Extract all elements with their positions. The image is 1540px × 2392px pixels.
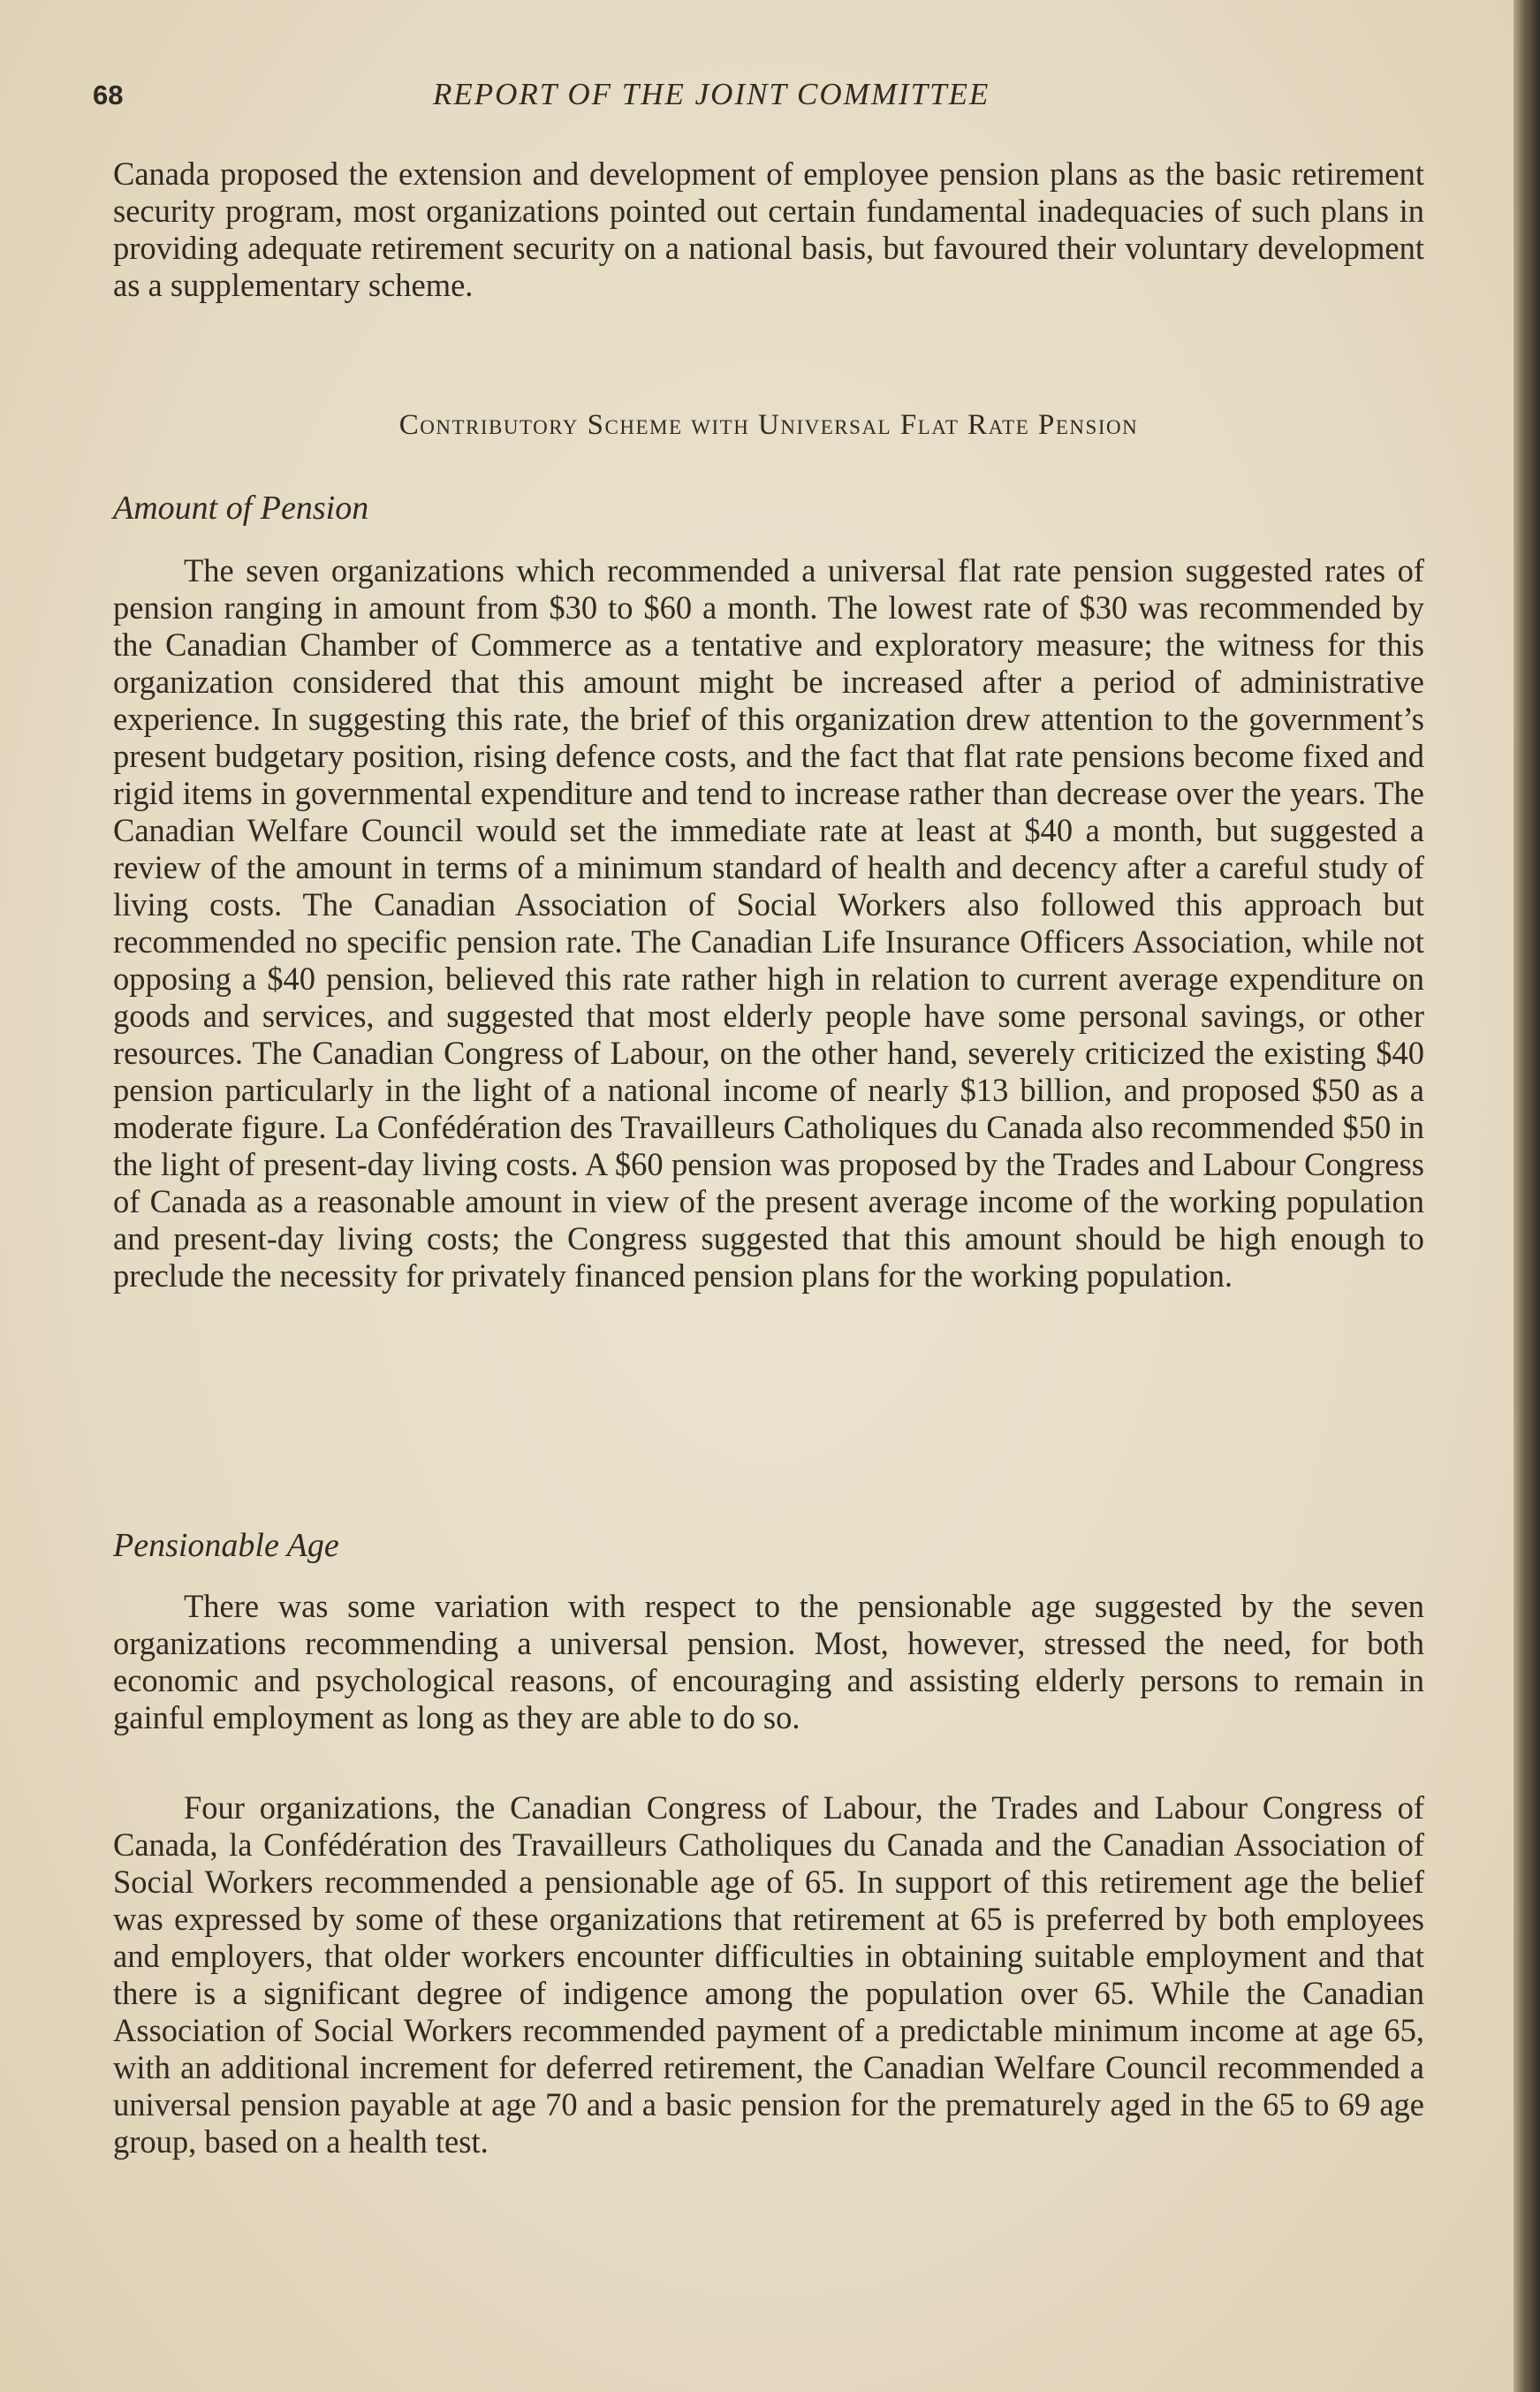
page-number: 68 <box>93 80 124 110</box>
amount-of-pension-paragraph: The seven organizations which recommended a universal flat rate pension suggested rates of pension ranging in amount from $30 to $60 a month. The lowest rate of $30 was recommended by the Canadian Chamber of Commerce as a tentative and exploratory measure; the witness for this organization considered that this amount might be increased after a period of administrative experience. In suggesting this rate, the brief of this organization drew attention to the government’s present budgetary position, rising defence costs, and the fact that flat rate pensions become fixed and rigid items in governmental expenditure and tend to increase rather than decrease over the years. The Canadian Welfare Council would set the immediate rate at least at $40 a month, but suggested a review of the amount in terms of a minimum standard of health and decency after a careful study of living costs. The Canadian Association of Social Workers also followed this approach but recommended no specific pension rate. The Canadian Life Insurance Officers Association, while not opposing a $40 pension, believed this rate rather high in relation to current average expenditure on goods and services, and suggested that most elderly people have some personal savings, or other resources. The Canadian Congress of Labour, on the other hand, severely criticized the existing $40 pension particularly in the light of a national income of nearly $13 billion, and proposed $50 as a moderate figure. La Confédération des Travailleurs Catholiques du Canada also recommended $50 in the light of present-day living costs. A $60 pension was proposed by the Trades and Labour Congress of Canada as a reasonable amount in view of the present average income of the working population and present-day living costs; the Congress suggested that this amount should be high enough to preclude the necessity for privately financed pension plans for the working population. <box>113 552 1424 1294</box>
section-heading: Contributory Scheme with Universal Flat Rate Pension <box>398 409 1139 441</box>
book-spine-shadow <box>1513 0 1540 2392</box>
report-title: REPORT OF THE JOINT COMMITTEE <box>433 77 990 111</box>
running-header <box>93 77 1427 124</box>
amount-of-pension-heading: Amount of Pension <box>113 490 369 527</box>
pensionable-age-paragraph-2: Four organizations, the Canadian Congress of Labour, the Trades and Labour Congress of Canada, la Confédération des Travailleurs Catholiques du Canada and the Canadian Association of Social Workers recommended a pensionable age of 65. In support of this retirement age the belief was expressed by some of these organizations that retirement at 65 is preferred by both employees and employers, that older workers encounter difficulties in obtaining suitable employment and that there is a significant degree of indigence among the population over 65. While the Canadian Association of Social Workers recommended payment of a predictable minimum income at age 65, with an additional increment for deferred retirement, the Canadian Welfare Council recommended a universal pension payable at age 70 and a basic pension for the prematurely aged in the 65 to 69 age group, based on a health test. <box>113 1789 1424 2160</box>
pensionable-age-heading: Pensionable Age <box>113 1527 339 1564</box>
pensionable-age-paragraph-1: There was some variation with respect to the pensionable age suggested by the seven organizations recommending a universal pension. Most, however, stressed the need, for both economic and psychological reasons, of encouraging and assisting elderly persons to remain in gainful employment as long as they are able to do so. <box>113 1588 1424 1735</box>
intro-paragraph: Canada proposed the extension and development of employee pension plans as the basic retirement security program, most organizations pointed out certain fundamental inadequacies of such plans in providing adequate retirement security on a national basis, but favoured their voluntary development as a supplementary scheme. <box>113 156 1424 303</box>
